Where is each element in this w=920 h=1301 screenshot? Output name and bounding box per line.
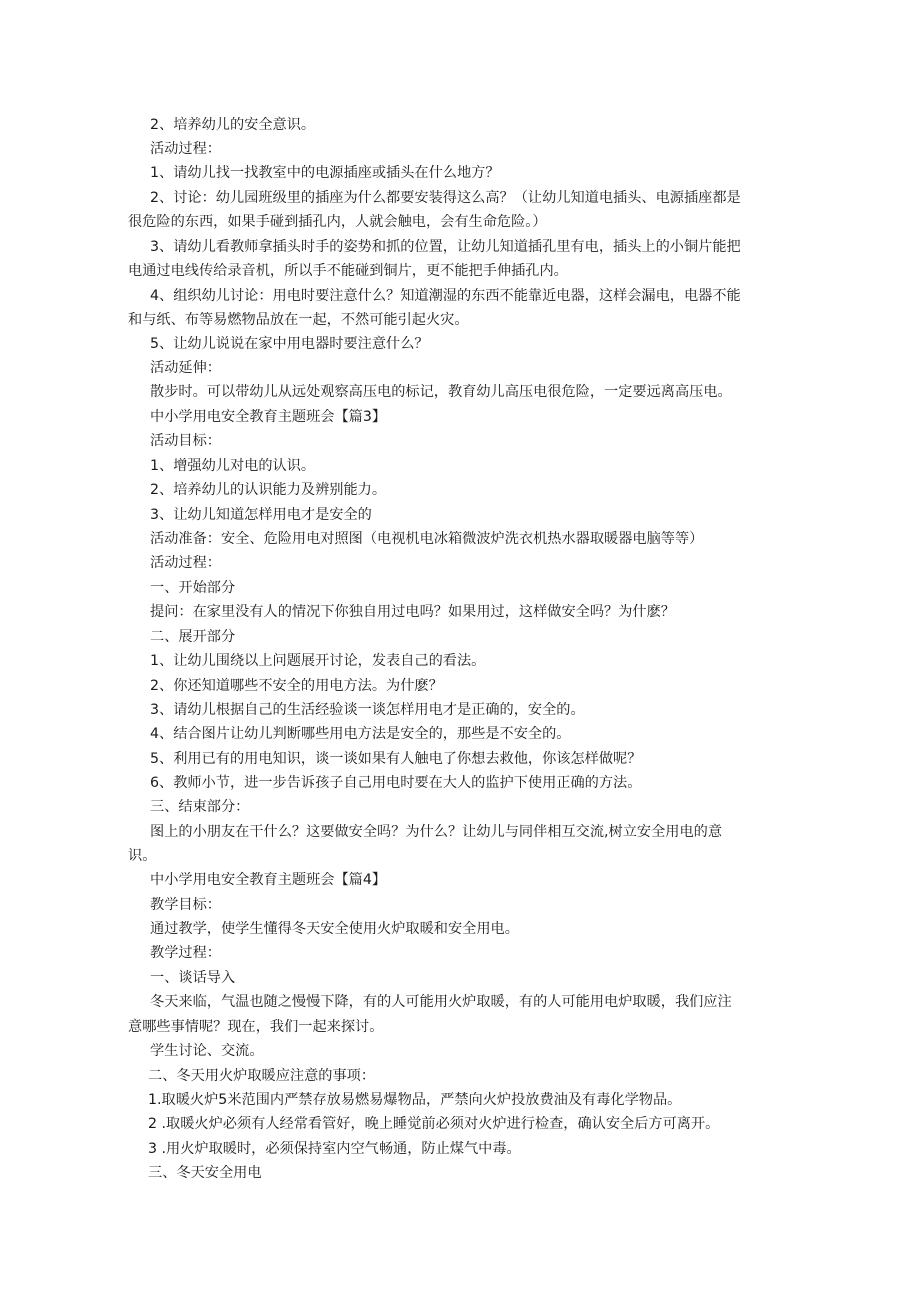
text-line: 和与纸、布等易燃物品放在一起，不然可能引起火灾。 — [128, 312, 469, 328]
text-line: 意哪些事情呢？现在，我们一起来探讨。 — [128, 1019, 384, 1035]
text-line: 教学过程： — [150, 945, 221, 961]
text-line: 二、冬天用火炉取暖应注意的事项： — [148, 1068, 376, 1084]
text-line: 活动延伸： — [150, 360, 221, 376]
text-line: 电通过电线传给录音机，所以手不能碰到铜片，更不能把手伸插孔内。 — [128, 263, 568, 279]
text-line: 2 .取暖火炉必须有人经常看管好，晚上睡觉前必须对火炉进行检查，确认安全后方可离开。 — [148, 1116, 720, 1132]
text-line: 教学目标： — [150, 897, 221, 913]
text-line: 2、培养幼儿的安全意识。 — [150, 117, 316, 133]
text-line: 1、请幼儿找一找教室中的电源插座或插头在什么地方？ — [150, 165, 500, 181]
text-line: 活动过程： — [150, 141, 221, 157]
text-line: 学生讨论、交流。 — [150, 1043, 264, 1059]
text-line: 3、请幼儿看教师拿插头时手的姿势和抓的位置，让幼儿知道插孔里有电，插头上的小铜片能把 — [150, 239, 741, 255]
text-line: 很危险的东西，如果手碰到插孔内，人就会触电，会有生命危险。） — [128, 214, 547, 230]
text-line: 提问：在家里没有人的情况下你独自用过电吗？如果用过，这样做安全吗？为什麽？ — [150, 604, 675, 620]
text-line: 6、教师小节，进一步告诉孩子自己用电时要在大人的监护下使用正确的方法。 — [150, 775, 642, 791]
text-line: 散步时。可以带幼儿从远处观察高压电的标记，教育幼儿高压电很危险，一定要远离高压电。 — [150, 384, 732, 400]
text-line: 3、请幼儿根据自己的生活经验谈一谈怎样用电才是正确的，安全的。 — [150, 702, 585, 718]
text-line: 活动目标： — [150, 433, 221, 449]
text-line: 三、冬天安全用电 — [148, 1165, 262, 1181]
text-line: 冬天来临，气温也随之慢慢下降，有的人可能用火炉取暖，有的人可能用电炉取暖，我们应注 — [150, 994, 732, 1010]
text-line: 一、谈话导入 — [150, 970, 236, 986]
text-line: 4、组织幼儿讨论：用电时要注意什么？知道潮湿的东西不能靠近电器，这样会漏电，电器不能 — [150, 288, 741, 304]
text-line: 三、结束部分： — [150, 799, 250, 815]
text-line: 3 .用火炉取暖时，必须保持室内空气畅通，防止煤气中毒。 — [148, 1141, 521, 1157]
text-line: 1、让幼儿围绕以上问题展开讨论，发表自己的看法。 — [150, 653, 486, 669]
text-line: 5、让幼儿说说在家中用电器时要注意什么？ — [150, 336, 429, 352]
text-line: 图上的小朋友在干什么？这要做安全吗？为什么？让幼儿与同伴相互交流,树立安全用电的意 — [150, 824, 723, 840]
text-line: 2、你还知道哪些不安全的用电方法。为什麽？ — [150, 678, 443, 694]
text-line: 1.取暖火炉5米范围内严禁存放易燃易爆物品，严禁向火炉投放费油及有毒化学物品。 — [148, 1092, 682, 1108]
text-line: 2、讨论：幼儿园班级里的插座为什么都要安装得这么高？（让幼儿知道电插头、电源插座都是 — [150, 190, 741, 206]
section-heading: 中小学用电安全教育主题班会【篇4】 — [150, 872, 387, 888]
section-heading: 中小学用电安全教育主题班会【篇3】 — [150, 409, 387, 425]
text-line: 5、利用已有的用电知识，谈一谈如果有人触电了你想去救他，你该怎样做呢？ — [150, 751, 642, 767]
text-line: 3、让幼儿知道怎样用电才是安全的 — [150, 507, 372, 523]
text-line: 2、培养幼儿的认识能力及辨别能力。 — [150, 482, 387, 498]
text-line: 活动准备：安全、危险用电对照图（电视机电冰箱微波炉洗衣机热水器取暖器电脑等等） — [150, 531, 704, 547]
text-line: 识。 — [128, 848, 157, 864]
text-line: 二、展开部分 — [150, 629, 236, 645]
text-line: 一、开始部分 — [150, 580, 236, 596]
text-line: 通过教学，使学生懂得冬天安全使用火炉取暖和安全用电。 — [150, 921, 519, 937]
text-line: 活动过程： — [150, 555, 221, 571]
text-line: 4、结合图片让幼儿判断哪些用电方法是安全的，那些是不安全的。 — [150, 726, 571, 742]
text-line: 1、增强幼儿对电的认识。 — [150, 458, 316, 474]
